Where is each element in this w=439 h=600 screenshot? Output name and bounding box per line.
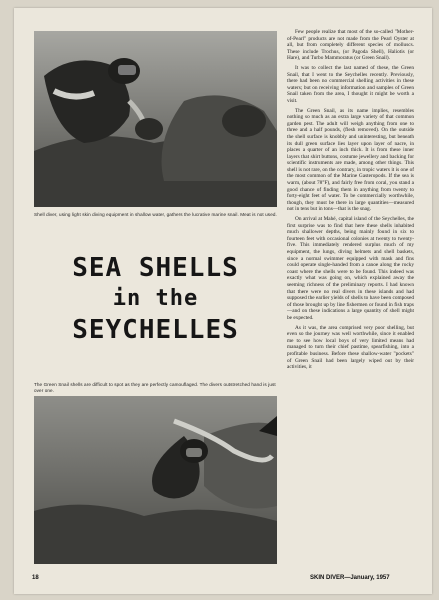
headline-line-1: SEA SHELLS bbox=[72, 253, 239, 283]
headline-line-2: in the bbox=[112, 286, 199, 311]
article-body bbox=[287, 29, 414, 374]
article-paragraph: Few people realize that most of the so-called "Mother-of-Pearl" products are not made from the Pearl Oyster at all, but from completely different species of molluscs. These include Trochus, (or Pagoda Shell), Haliotis (or Hare), and Turbo Mammoratus (or Green Snail). bbox=[287, 29, 414, 62]
diver-gathering-snail-image bbox=[34, 31, 277, 207]
diver-photo-bottom bbox=[34, 396, 277, 564]
photo-caption-bottom: The Green Snail shells are difficult to spot as they are perfectly camouflaged. The divers outstretched hand is just over one. bbox=[34, 382, 276, 393]
article-paragraph: The Green Snail, as its name implies, resembles nothing so much as an extra large variety of that common garden pest. The adult will weigh anything from one to three and a half pounds, (flesh removed). On the outside the shell surface is knobbly and uninteresting, but beneath its dull green surface lies layer upon layer of nacre, in places a quarter of an inch thick. It is from these inner layers that shirt buttons, costume jewellery and backing for scientific instruments are made, among other things. This shell is not rare, on the contrary, in tropic waters it is one of the most common of the Marine Gasteropods. If the sea is warm, (about 78°F), and fairly free from coral, you stand a good chance of finding them in anything from twenty to forty-eight feet of water. To be commercially worthwhile, though, they must be there in large quantities—measured not in tens but in tons—that is the snag. bbox=[287, 107, 414, 213]
article-headline bbox=[34, 252, 277, 346]
headline-line-3: SEYCHELLES bbox=[72, 315, 239, 345]
article-paragraph: As it was, the area comprised very poor shelling, but even so the journey was well worthwhile, since it enabled me to see how local boys of very limited means had managed to turn their chief pastime, spearfishing, into a profitable business. Before these shallow-water "pockets" of Green Snail had been largely wiped out by their activities, it bbox=[287, 324, 414, 371]
magazine-page bbox=[14, 8, 432, 594]
diver-photo-top bbox=[34, 31, 277, 207]
article-paragraph: On arrival at Mahé, capital island of the Seychelles, the first surprise was to find that here these shells inhabited much shallower depths, being mainly found in six to fourteen feet with occasional colonies at twenty to twenty-five. This immediately rendered surplus much of my equipment, the lungs, diving helmets and shell baskets, since a normal swimmer equipped with mask and fins could operate single-handed from a canoe along the rocky coast where the shells were to be found. This indeed was exactly what was going on, which explained away the seeming richness of the preliminary reports. I had known that there were no real divers in these islands and had supposed the earlier yields of shells to have been composed of those brought up by line fishermen or found in fish traps—and on these indications a large quantity of shell might be expected. bbox=[287, 216, 414, 321]
diver-over-reef-image bbox=[34, 396, 277, 564]
magazine-footer: SKIN DIVER—January, 1957 bbox=[310, 575, 390, 581]
article-paragraph: It was to collect the last named of these, the Green Snail, that I went to the Seychelles recently. Previously, there had been no commercial shelling activities in these waters; but on receiving information and samples of Green Snail taken from the area, I thought it might be worth a visit. bbox=[287, 64, 414, 104]
page-number: 18 bbox=[32, 575, 39, 581]
photo-caption-top: Shell diver, using light skin diving equipment in shallow water, gathers the lucrative marine snail. Meat is not used. bbox=[34, 212, 277, 217]
